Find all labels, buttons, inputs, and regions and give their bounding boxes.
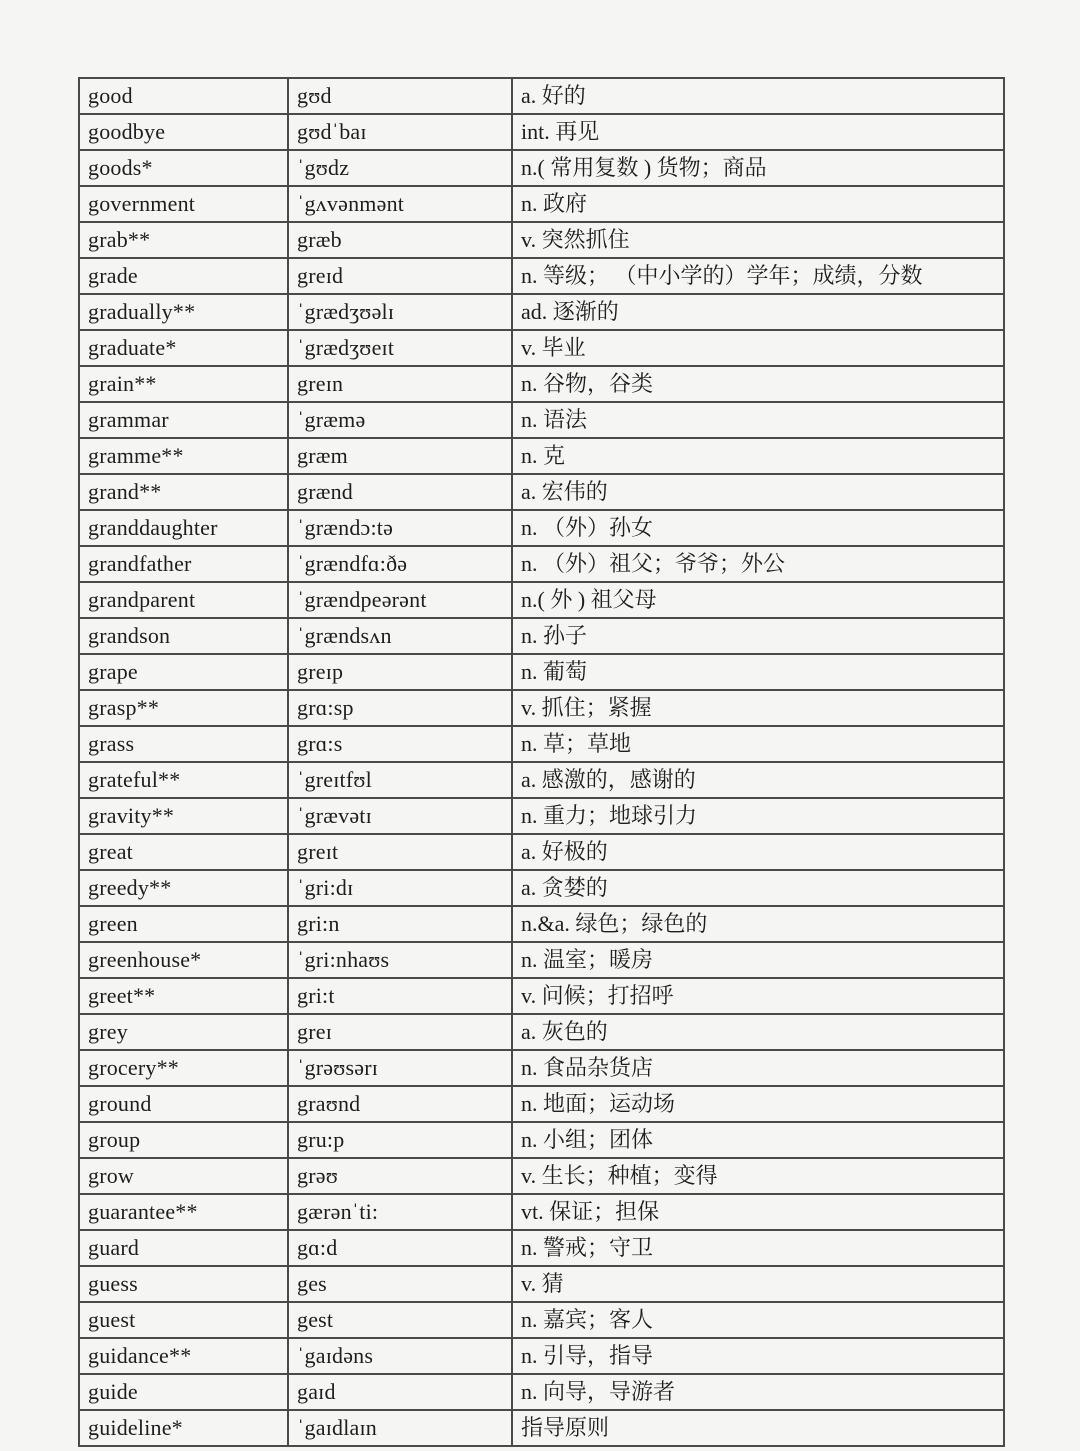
word-cell: grab** — [79, 222, 288, 258]
definition-cell: n. 嘉宾；客人 — [512, 1302, 1004, 1338]
definition-cell: n. 孙子 — [512, 618, 1004, 654]
word-cell: gramme** — [79, 438, 288, 474]
definition-cell: n. 地面；运动场 — [512, 1086, 1004, 1122]
word-cell: gradually** — [79, 294, 288, 330]
table-row — [79, 942, 1004, 978]
definition-cell: a. 灰色的 — [512, 1014, 1004, 1050]
phonetic-cell: ˈgrændɔ:tə — [288, 510, 512, 546]
table-row — [79, 690, 1004, 726]
table-row — [79, 78, 1004, 114]
phonetic-cell: ˈgrædʒʊəlɪ — [288, 294, 512, 330]
word-cell: great — [79, 834, 288, 870]
word-cell: goodbye — [79, 114, 288, 150]
word-cell: ground — [79, 1086, 288, 1122]
table-row — [79, 510, 1004, 546]
definition-cell: n. 草；草地 — [512, 726, 1004, 762]
phonetic-cell: gʊdˈbaɪ — [288, 114, 512, 150]
phonetic-cell: ˈgri:nhaʊs — [288, 942, 512, 978]
phonetic-cell: ˈgrændfɑ:ðə — [288, 546, 512, 582]
definition-cell: n. （外）孙女 — [512, 510, 1004, 546]
word-cell: group — [79, 1122, 288, 1158]
phonetic-cell: ges — [288, 1266, 512, 1302]
definition-cell: a. 贪婪的 — [512, 870, 1004, 906]
table-row — [79, 726, 1004, 762]
word-cell: guess — [79, 1266, 288, 1302]
definition-cell: n.&a. 绿色；绿色的 — [512, 906, 1004, 942]
table-row — [79, 402, 1004, 438]
word-cell: grandfather — [79, 546, 288, 582]
phonetic-cell: gaɪd — [288, 1374, 512, 1410]
phonetic-cell: greɪp — [288, 654, 512, 690]
word-cell: guidance** — [79, 1338, 288, 1374]
phonetic-cell: grænd — [288, 474, 512, 510]
word-cell: grandson — [79, 618, 288, 654]
word-cell: greedy** — [79, 870, 288, 906]
table-row — [79, 1338, 1004, 1374]
table-row — [79, 474, 1004, 510]
phonetic-cell: ˈgʊdz — [288, 150, 512, 186]
vocab-tbody — [79, 78, 1004, 1446]
table-row — [79, 294, 1004, 330]
word-cell: grammar — [79, 402, 288, 438]
table-row — [79, 114, 1004, 150]
table-row — [79, 618, 1004, 654]
word-cell: greet** — [79, 978, 288, 1014]
phonetic-cell: grəʊ — [288, 1158, 512, 1194]
definition-cell: v. 生长；种植；变得 — [512, 1158, 1004, 1194]
word-cell: grape — [79, 654, 288, 690]
phonetic-cell: greɪd — [288, 258, 512, 294]
word-cell: green — [79, 906, 288, 942]
definition-cell: n. 温室；暖房 — [512, 942, 1004, 978]
definition-cell: n. 谷物，谷类 — [512, 366, 1004, 402]
phonetic-cell: ˈgreɪtfʊl — [288, 762, 512, 798]
definition-cell: a. 感激的，感谢的 — [512, 762, 1004, 798]
definition-cell: v. 毕业 — [512, 330, 1004, 366]
definition-cell: n. 食品杂货店 — [512, 1050, 1004, 1086]
table-row — [79, 1374, 1004, 1410]
word-cell: guideline* — [79, 1410, 288, 1446]
definition-cell: vt. 保证；担保 — [512, 1194, 1004, 1230]
word-cell: grocery** — [79, 1050, 288, 1086]
phonetic-cell: ˈgrəʊsərɪ — [288, 1050, 512, 1086]
phonetic-cell: greɪ — [288, 1014, 512, 1050]
table-row — [79, 1410, 1004, 1446]
definition-cell: int. 再见 — [512, 114, 1004, 150]
phonetic-cell: greɪn — [288, 366, 512, 402]
word-cell: guard — [79, 1230, 288, 1266]
table-row — [79, 258, 1004, 294]
word-cell: gravity** — [79, 798, 288, 834]
definition-cell: 指导原则 — [512, 1410, 1004, 1446]
definition-cell: n. 小组；团体 — [512, 1122, 1004, 1158]
table-row — [79, 546, 1004, 582]
table-row — [79, 1194, 1004, 1230]
phonetic-cell: greɪt — [288, 834, 512, 870]
table-row — [79, 366, 1004, 402]
definition-cell: v. 猜 — [512, 1266, 1004, 1302]
definition-cell: v. 问候；打招呼 — [512, 978, 1004, 1014]
definition-cell: n. 警戒；守卫 — [512, 1230, 1004, 1266]
phonetic-cell: ˈgaɪdəns — [288, 1338, 512, 1374]
phonetic-cell: grɑ:s — [288, 726, 512, 762]
table-row — [79, 870, 1004, 906]
phonetic-cell: grɑ:sp — [288, 690, 512, 726]
table-row — [79, 150, 1004, 186]
vocabulary-table — [78, 77, 1005, 1447]
word-cell: guarantee** — [79, 1194, 288, 1230]
table-row — [79, 834, 1004, 870]
definition-cell: n. 等级； （中小学的）学年；成绩，分数 — [512, 258, 1004, 294]
definition-cell: n. 政府 — [512, 186, 1004, 222]
table-row — [79, 1230, 1004, 1266]
definition-cell: n. 克 — [512, 438, 1004, 474]
table-row — [79, 186, 1004, 222]
phonetic-cell: ˈgrændsʌn — [288, 618, 512, 654]
definition-cell: n. （外）祖父；爷爷；外公 — [512, 546, 1004, 582]
phonetic-cell: gri:n — [288, 906, 512, 942]
phonetic-cell: gri:t — [288, 978, 512, 1014]
definition-cell: a. 好极的 — [512, 834, 1004, 870]
phonetic-cell: gʊd — [288, 78, 512, 114]
table-row — [79, 1266, 1004, 1302]
word-cell: grandparent — [79, 582, 288, 618]
word-cell: grade — [79, 258, 288, 294]
definition-cell: ad. 逐渐的 — [512, 294, 1004, 330]
table-row — [79, 762, 1004, 798]
table-row — [79, 1014, 1004, 1050]
word-cell: graduate* — [79, 330, 288, 366]
phonetic-cell: ˈgri:dɪ — [288, 870, 512, 906]
table-row — [79, 438, 1004, 474]
phonetic-cell: graʊnd — [288, 1086, 512, 1122]
definition-cell: n. 葡萄 — [512, 654, 1004, 690]
phonetic-cell: gærənˈti: — [288, 1194, 512, 1230]
table-row — [79, 798, 1004, 834]
table-row — [79, 654, 1004, 690]
word-cell: granddaughter — [79, 510, 288, 546]
phonetic-cell: ˈgrædʒʊeɪt — [288, 330, 512, 366]
word-cell: grass — [79, 726, 288, 762]
word-cell: guest — [79, 1302, 288, 1338]
phonetic-cell: gɑ:d — [288, 1230, 512, 1266]
definition-cell: v. 突然抓住 — [512, 222, 1004, 258]
word-cell: greenhouse* — [79, 942, 288, 978]
table-row — [79, 978, 1004, 1014]
phonetic-cell: ˈgʌvənmənt — [288, 186, 512, 222]
word-cell: grey — [79, 1014, 288, 1050]
definition-cell: n. 向导，导游者 — [512, 1374, 1004, 1410]
phonetic-cell: ˈgrændpeərənt — [288, 582, 512, 618]
definition-cell: a. 宏伟的 — [512, 474, 1004, 510]
phonetic-cell: græm — [288, 438, 512, 474]
word-cell: grand** — [79, 474, 288, 510]
table-row — [79, 330, 1004, 366]
table-row — [79, 222, 1004, 258]
definition-cell: a. 好的 — [512, 78, 1004, 114]
word-cell: grasp** — [79, 690, 288, 726]
definition-cell: n. 引导，指导 — [512, 1338, 1004, 1374]
phonetic-cell: gru:p — [288, 1122, 512, 1158]
table-row — [79, 1302, 1004, 1338]
vocabulary-table-container — [78, 77, 1003, 1447]
definition-cell: n. 语法 — [512, 402, 1004, 438]
word-cell: grateful** — [79, 762, 288, 798]
table-row — [79, 1050, 1004, 1086]
word-cell: government — [79, 186, 288, 222]
definition-cell: n. 重力；地球引力 — [512, 798, 1004, 834]
phonetic-cell: gest — [288, 1302, 512, 1338]
table-row — [79, 1122, 1004, 1158]
table-row — [79, 1086, 1004, 1122]
word-cell: goods* — [79, 150, 288, 186]
word-cell: guide — [79, 1374, 288, 1410]
table-row — [79, 906, 1004, 942]
phonetic-cell: ˈgrævətɪ — [288, 798, 512, 834]
phonetic-cell: ˈgræmə — [288, 402, 512, 438]
definition-cell: n.( 常用复数 ) 货物；商品 — [512, 150, 1004, 186]
word-cell: grain** — [79, 366, 288, 402]
word-cell: grow — [79, 1158, 288, 1194]
definition-cell: v. 抓住；紧握 — [512, 690, 1004, 726]
phonetic-cell: græb — [288, 222, 512, 258]
table-row — [79, 1158, 1004, 1194]
table-row — [79, 582, 1004, 618]
definition-cell: n.( 外 ) 祖父母 — [512, 582, 1004, 618]
phonetic-cell: ˈgaɪdlaɪn — [288, 1410, 512, 1446]
word-cell: good — [79, 78, 288, 114]
